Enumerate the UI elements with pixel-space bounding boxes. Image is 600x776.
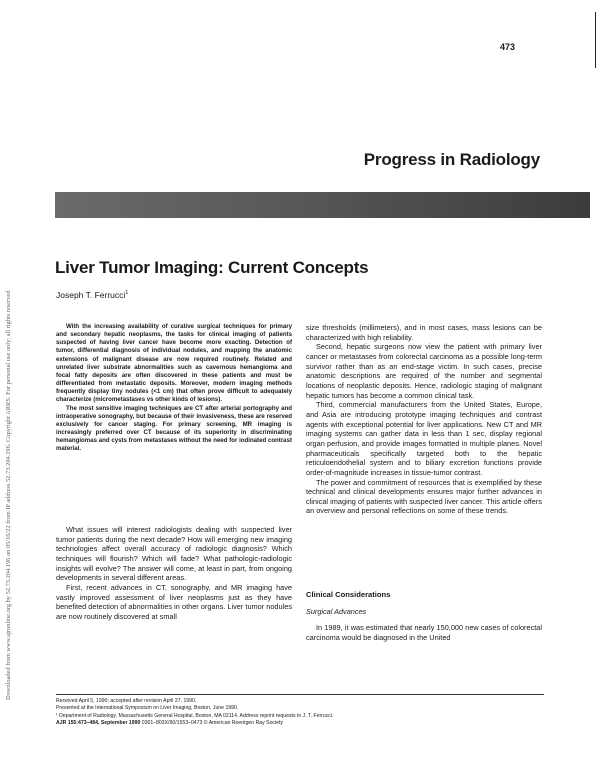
- journal-citation: AJR 155:473–484, September 1990: [56, 719, 141, 726]
- journal-line: [56, 720, 576, 727]
- abstract-paragraph: The most sensitive imaging techniques are CT after arterial portography and intraoperative sonography, but because of their invasiveness, these are reserved exclusively for cancer staging. For primary screening, MR imaging is increasingly preferred over CT because of its superiority in discriminating hemangiomas and cysts from metastases without the need for iodinated contrast material.: [56, 404, 292, 453]
- footnote-affiliation: ¹ Department of Radiology, Massachusetts General Hospital, Boston, MA 02114. Address reprint requests to J. T. Ferrucci.: [56, 712, 334, 719]
- footnote-rule: [56, 694, 544, 695]
- body-paragraph: size thresholds (millimeters), and in most cases, mass lesions can be characterized with high reliability.: [306, 323, 542, 342]
- section-banner: [55, 192, 590, 218]
- body-paragraph: First, recent advances in CT, sonography, and MR imaging have vastly improved assessment of liver neoplasms just as they have benefited detection of abnormalities in other organs. Liver tumor nodules are now routinely discovered at small: [56, 582, 292, 621]
- abstract-paragraph: With the increasing availability of curative surgical techniques for primary and secondary hepatic neoplasms, the tasks for clinical imaging of patients suspected of having liver cancer have become more exacting. Detection of tumor, differential diagnosis of individual nodules, and mapping the anatomic extensions of malignant disease are now required routinely. Related and unrelated liver substrate abnormalities such as cavernous hemangioma and focal fatty deposits are often discovered in these patients and must be differentiated from metastatic deposits. Moreover, modern imaging methods frequently display tiny nodules (<1 cm) that often prove difficult to adequately characterize (micrometastases vs other kinds of lesions).: [56, 323, 292, 404]
- author-footnote-mark: 1: [125, 290, 129, 297]
- author-name: Joseph T. Ferrucci: [56, 290, 126, 300]
- article-title: Liver Tumor Imaging: Current Concepts: [55, 258, 369, 277]
- abstract: [56, 323, 292, 454]
- section-title: Progress in Radiology: [363, 150, 540, 169]
- body-paragraph: What issues will interest radiologists dealing with suspected liver tumor patients during the next decade? How will emerging new imaging technologies affect overall accuracy of radiologic diagnosis? Which techniques will flourish? Which will fade? What pathologic-radiologic insights will evolve? The answer will come, at least in part, from ongoing developments in several different areas.: [56, 525, 292, 583]
- download-watermark: Downloaded from www.ajronline.org by 52.73.204.196 on 05/16/22 from IP address 52.73.204.196. Copyright ARRS. For personal use only; all rights reserved: [5, 290, 12, 700]
- corner-rule: [595, 12, 597, 68]
- section-heading-clinical: Clinical Considerations: [306, 590, 391, 599]
- subsection-heading-surgical: Surgical Advances: [306, 607, 367, 616]
- footnote-received: Received April 5, 1990; accepted after revision April 27, 1990.: [56, 698, 197, 704]
- body-paragraph: Third, commercial manufacturers from the United States, Europe, and Asia are introducing prototype imaging techniques and contrast agents with exceptional potential for liver applications. New CT and MR imaging systems can gather data in less than 1 sec, display regional organ perfusion, and provide images formatted in multiple planes. Novel pharmaceuticals specifically targeted both to the hepatic reticuloendothelial system and to biliary excretion functions provide order-of-magnitude increases in tissue-tumor contrast.: [306, 400, 542, 477]
- author-line: [56, 290, 128, 300]
- left-column-body: [56, 525, 292, 622]
- body-paragraph: The power and commitment of resources that is exemplified by these technical and clinical developments ensures major further advances in clinical imaging of patients with suspected liver cancer. This article offers an overview and personal reflections on some of these trends.: [306, 477, 542, 516]
- body-paragraph: Second, hepatic surgeons now view the patient with primary liver cancer or metastases from colorectal carcinoma as a possible long-term survivor rather than as an end-stage victim. In such cases, precise anatomic descriptions are required of the number and segmental locations of neoplastic deposits. Hence, radiologic staging of malignant hepatic tumors has become a common clinical task.: [306, 342, 542, 400]
- right-column-body: [306, 323, 542, 516]
- body-paragraph: In 1989, it was estimated that nearly 150,000 new cases of colorectal carcinoma would be diagnosed in the United: [306, 623, 542, 642]
- journal-copyright: 0361–803X/90/1553–0473 © American Roentgen Ray Society: [140, 719, 283, 726]
- footnotes: [56, 698, 576, 727]
- right-column-tail: [306, 623, 542, 642]
- page-number: 473: [500, 42, 516, 52]
- footnote-presented: Presented at the International Symposium on Liver Imaging, Boston, June 1990.: [56, 705, 239, 712]
